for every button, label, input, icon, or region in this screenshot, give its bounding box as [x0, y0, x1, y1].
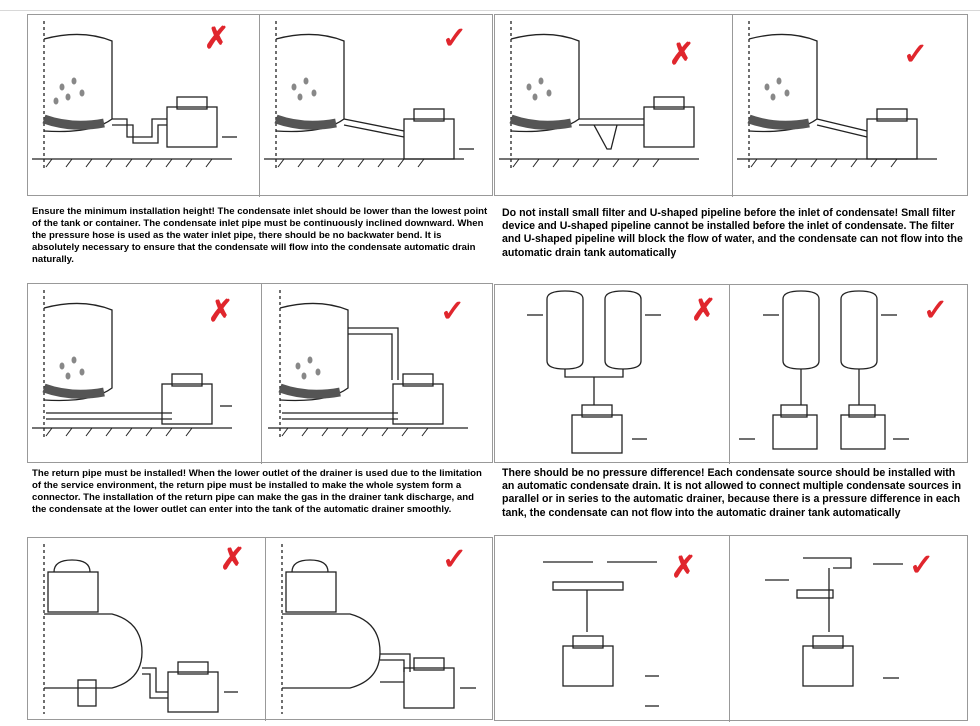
panel-installation-height — [27, 14, 493, 196]
right-mark: ✓ — [923, 294, 949, 327]
panel-divider — [732, 15, 733, 197]
figure-filter-right — [737, 19, 962, 189]
panel-tank-drain — [27, 537, 493, 720]
caption-no-filter: Do not install small filter and U-shaped pipeline before the inlet of condensate! Small filter device and U-shaped pipeline cannot be installed before the inlet of condensate. The filter and U-shaped pipeline will block the flow of water, and the condensate can not flow into the automatic drain tank automatically — [502, 207, 963, 259]
panel-return-pipe — [27, 283, 493, 463]
panel-divider — [265, 538, 266, 721]
wrong-mark: ✗ — [671, 551, 697, 584]
right-mark: ✓ — [909, 549, 935, 582]
right-mark: ✓ — [903, 38, 929, 71]
panel-no-filter — [494, 14, 968, 196]
wrong-mark: ✗ — [204, 22, 230, 55]
wrong-mark: ✗ — [669, 38, 695, 71]
panel-pressure-difference — [494, 284, 968, 463]
top-rule — [0, 10, 980, 11]
caption-installation-height: Ensure the minimum installation height! The condensate inlet should be lower than the lowest point of the tank or container. The condensate inlet pipe must be continuously inclined downward. When the pressure hose is used as the water inlet pipe, there should be no backwater bend. It is absolutely necessary to ensure that the condensate will flow into the condensate automatic drain naturally. — [32, 206, 488, 265]
wrong-mark: ✗ — [208, 295, 234, 328]
panel-divider — [261, 284, 262, 464]
wrong-mark: ✗ — [220, 543, 246, 576]
right-mark: ✓ — [442, 543, 468, 576]
wrong-mark: ✗ — [691, 294, 717, 327]
right-mark: ✓ — [442, 22, 468, 55]
caption-pressure-difference: There should be no pressure difference! Each condensate source should be installed with an automatic condensate drain. It is not allowed to connect multiple condensate sources in parallel or in series to the automatic drainer, because there is a pressure difference in each tank, the condensate can not flow into the automatic drainer tank automatically — [502, 467, 962, 519]
panel-divider — [729, 536, 730, 722]
panel-header-pipe — [494, 535, 968, 721]
caption-return-pipe: The return pipe must be installed! When the lower outlet of the drainer is used due to the limitation of the service environment, the return pipe must be installed to make the whole system form a connector. The installation of the return pipe can make the gas in the drainer tank discharge, and the condensate at the lower outlet can enter into the tank of the automatic drainer smoothly. — [32, 468, 482, 515]
panel-divider — [259, 15, 260, 197]
panel-divider — [729, 285, 730, 464]
right-mark: ✓ — [440, 295, 466, 328]
